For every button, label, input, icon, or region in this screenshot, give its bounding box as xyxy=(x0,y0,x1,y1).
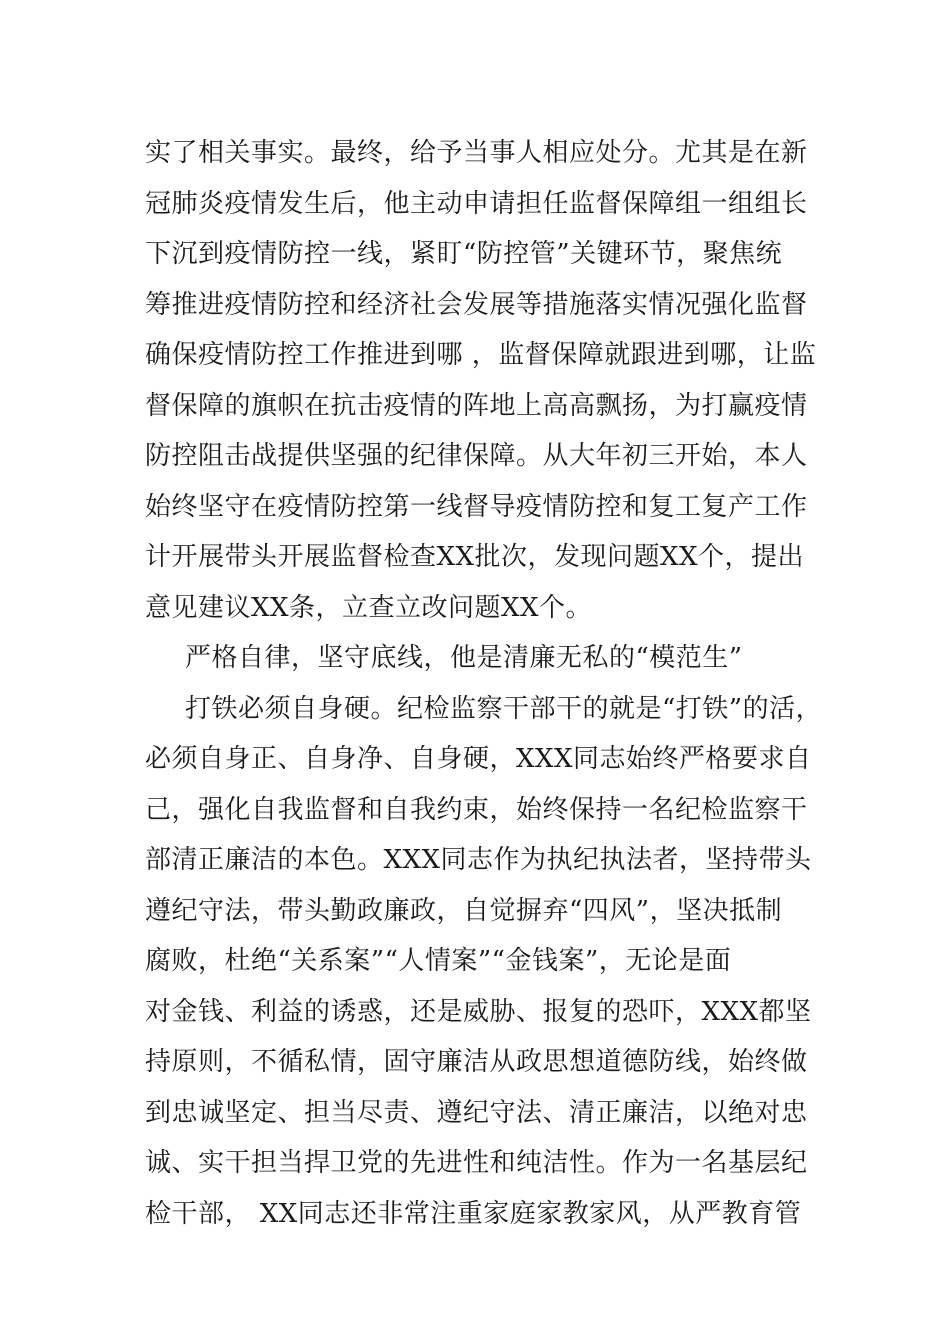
text-line: 打铁必须自身硬。纪检监察干部干的就是“打铁”的活， xyxy=(185,693,823,724)
document-body xyxy=(145,128,825,1239)
text-line: 确保疫情防控工作推进到哪 ，监督保障就跟进到哪，让监 xyxy=(145,340,817,370)
text-line: 意见建议XX条，立查立改问题XX个。 xyxy=(145,592,593,623)
text-line: 冠肺炎疫情发生后，他主动申请担任监督保障组一组组长 xyxy=(145,188,808,219)
text-line: 下沉到疫情防控一线，紧盯“防控管”关键环节，聚焦统 xyxy=(145,239,783,269)
text-line: 实了相关事实。最终，给予当事人相应处分。尤其是在新 xyxy=(145,138,808,168)
text-line: 督保障的旗帜在抗击疫情的阵地上高高飘扬，为打赢疫情 xyxy=(145,390,808,421)
text-line: 持原则，不循私情，固守廉洁从政思想道德防线，始终做 xyxy=(145,1047,808,1077)
text-line: 防控阻击战提供坚强的纪律保障。从大年初三开始，本人 xyxy=(145,441,808,471)
text-line: 到忠诚坚定、担当尽责、遵纪守法、清正廉洁，以绝对忠 xyxy=(145,1097,808,1128)
text-line: 腐败，杜绝“关系案”“人情案”“金钱案”，无论是面 xyxy=(145,946,732,976)
text-line: 对金钱、利益的诱惑，还是威胁、报复的恐吓，XXX都坚 xyxy=(145,996,812,1027)
text-line: 必须自身正、自身净、自身硬，XXX同志始终严格要求自 xyxy=(145,744,812,774)
text-line: 检干部， XX同志还非常注重家庭家教家风，从严教育管 xyxy=(145,1198,802,1229)
text-line: 筹推进疫情防控和经济社会发展等措施落实情况强化监督 xyxy=(145,289,808,320)
text-line: 始终坚守在疫情防控第一线督导疫情防控和复工复产工作 xyxy=(145,491,808,522)
text-line: 己，强化自我监督和自我约束，始终保持一名纪检监察干 xyxy=(145,794,808,825)
text-line: 部清正廉洁的本色。XXX同志作为执纪执法者，坚持带头 xyxy=(145,845,812,875)
text-line: 诚、实干担当捍卫党的先进性和纯洁性。作为一名基层纪 xyxy=(145,1148,808,1178)
section-heading: 严格自律，坚守底线，他是清廉无私的“模范生” xyxy=(185,643,743,673)
text-line: 计开展带头开展监督检查XX批次，发现问题XX个，提出 xyxy=(145,542,805,572)
text-line: 遵纪守法，带头勤政廉政，自觉摒弃“四风”，坚决抵制 xyxy=(145,895,783,926)
